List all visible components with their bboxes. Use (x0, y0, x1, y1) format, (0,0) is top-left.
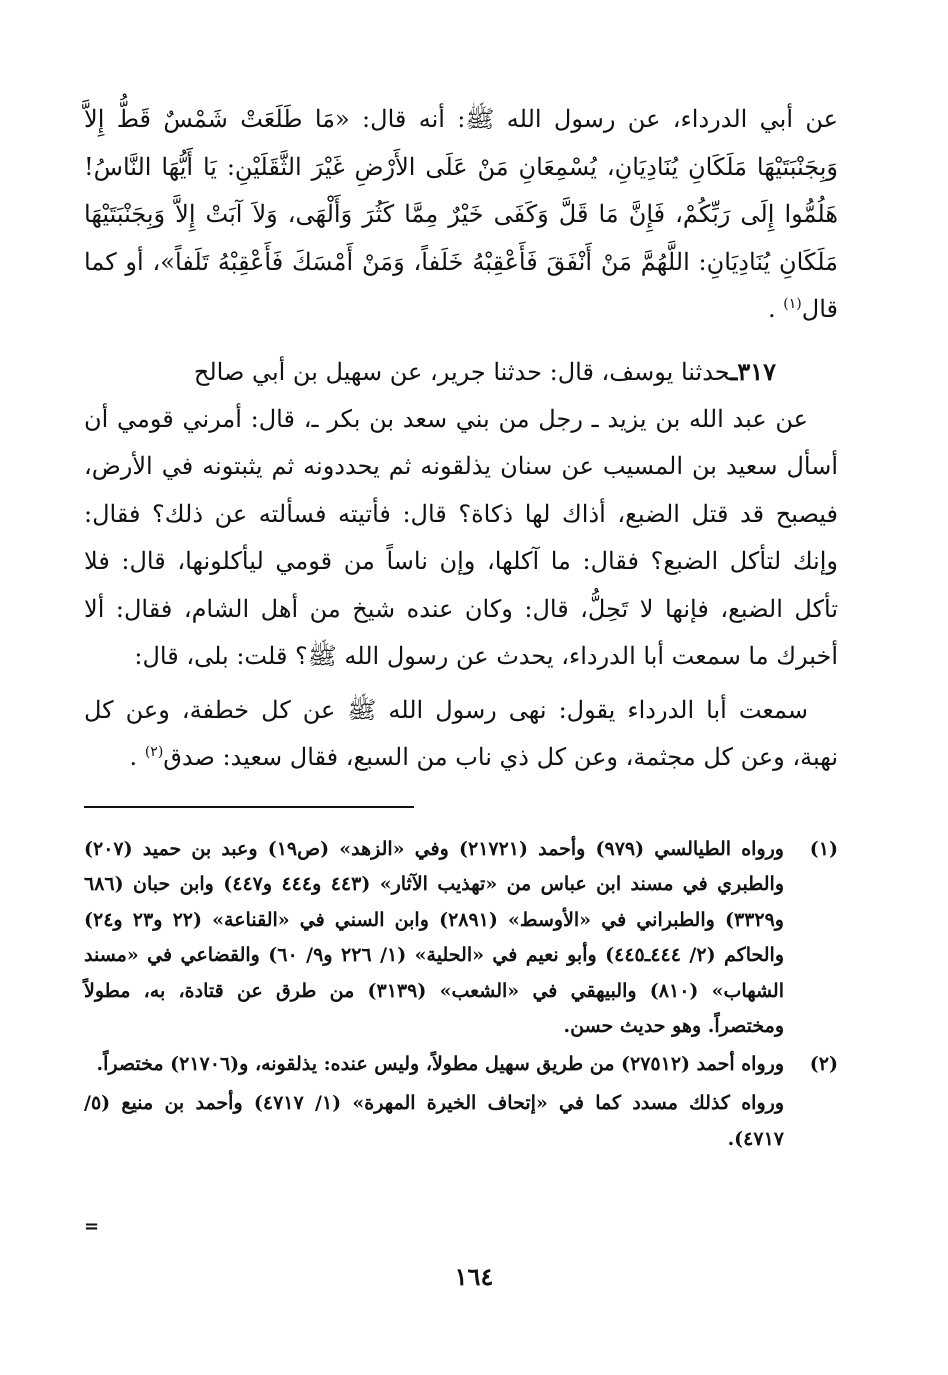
hadith-317-isnad: حدثنا يوسف، قال: حدثنا جرير، عن سهيل بن أبي صالح (193, 357, 731, 386)
hadith-317-quote-text: سمعت أبا الدرداء يقول: نهى رسول الله ﷺ عن كل خطفة، وعن كل نهبة، وعن كل مجثمة، وعن كل ذي ناب من السبع، فقال سعيد: صدق (84, 695, 838, 771)
footnote-ref-2[interactable]: (٢) (144, 744, 164, 760)
footnote-2-continued (84, 1086, 838, 1157)
footnote-number: (٢) (809, 1052, 838, 1075)
hadith-317-heading (84, 348, 838, 396)
footnote-number: (١) (809, 837, 838, 860)
continuation-mark: = (84, 1216, 100, 1237)
hadith-316-end: . (768, 295, 776, 323)
hadith-316-continuation (84, 96, 838, 334)
footnote-text: ورواه أحمد (٢٧٥١٢) من طريق سهيل مطولاً، وليس عنده: يذلقونه، و(٢١٧٠٦) مختصراً. (96, 1052, 784, 1075)
hadith-317-quote (84, 687, 838, 782)
footnote-2 (84, 1047, 838, 1083)
footnote-text: ورواه الطيالسي (٩٧٩) وأحمد (٢١٧٢١) وفي «الزهد» (ص١٩) وعبد بن حميد (٢٠٧) والطبري في مسند ابن عباس من «تهذيب الآثار» (٤٤٣ و٤٤٤ و٤٤٧) وابن حبان (٦٨٦ و٣٣٢٩) والطبراني في «الأوسط» (٢٨٩١) وابن السني في «القناعة» (٢٢ و٢٣ و٢٤) والحاكم (٢/ ٤٤٤ـ٤٤٥) وأبو نعيم في «الحلية» (١/ ٢٢٦ و٩/ ٦٠) والقضاعي في «مسند الشهاب» (٨١٠) والبيهقي في «الشعب» (٣١٣٩) من طرق عن قتادة، به، مطولاً ومختصراً. وهو حديث حسن. (84, 837, 785, 1037)
footnote-text: ورواه كذلك مسدد كما في «إتحاف الخيرة المهرة» (١/ ٤٧١٧) وأحمد بن منيع (٥/ ٤٧١٧). (84, 1092, 784, 1150)
hadith-317-number: ٣١٧ـ (730, 356, 776, 386)
footnote-ref-1[interactable]: (١) (783, 296, 802, 312)
hadith-316-text: عن أبي الدرداء، عن رسول الله ﷺ: أنه قال: «مَا طَلَعَتْ شَمْسٌ قَطُّ إِلاَّ وَبِجَنْبَتَيْهَا مَلَكَانِ يُنَادِيَانِ، يُسْمِعَانِ مَنْ عَلَى الأَرْضِ غَيْرَ الثَّقَلَيْنِ: يَا أَيُّهَا النَّاسُ! هَلُمُّوا إِلَى رَبِّكُمْ، فَإِنَّ مَا قَلَّ وَكَفَى خَيْرٌ مِمَّا كَثُرَ وَأَلْهَى، وَلاَ آبَتْ إِلاَّ وَبِجَنْبَتَيْهَا مَلَكَانِ يُنَادِيَانِ: اللَّهُمَّ مَنْ أَنْفَقَ فَأَعْقِبْهُ خَلَفاً، وَمَنْ أَمْسَكَ فَأَعْقِبْهُ تَلَفاً»، أو كما قال (84, 105, 838, 323)
page-number: ١٦٤ (454, 1262, 494, 1291)
hadith-317-body: عن عبد الله بن يزيد ـ رجل من بني سعد بن بكر ـ، قال: أمرني قومي أن أسأل سعيد بن المسيب عن سنان يذلقونه ثم يحددونه ثم يثبتونه في الأرض، فيصبح قد قتل الضبع، أذاك لها ذكاة؟ قال: فأتيته فسألته عن ذلك؟ فقال: وإنك لتأكل الضبع؟ فقال: ما آكلها، وإن ناساً من قومي ليأكلونها، قال: فلا تأكل الضبع، فإنها لا تَحِلُّ، قال: وكان عنده شيخ من أهل الشام، فقال: ألا أخبرك ما سمعت أبا الدرداء، يحدث عن رسول الله ﷺ؟ قلت: بلى، قال: (84, 404, 838, 670)
hadith-317-end: . (129, 743, 138, 771)
footnotes (84, 832, 838, 1158)
footnote-1 (84, 832, 838, 1045)
footnote-separator (84, 806, 414, 808)
page-body (84, 96, 838, 1157)
